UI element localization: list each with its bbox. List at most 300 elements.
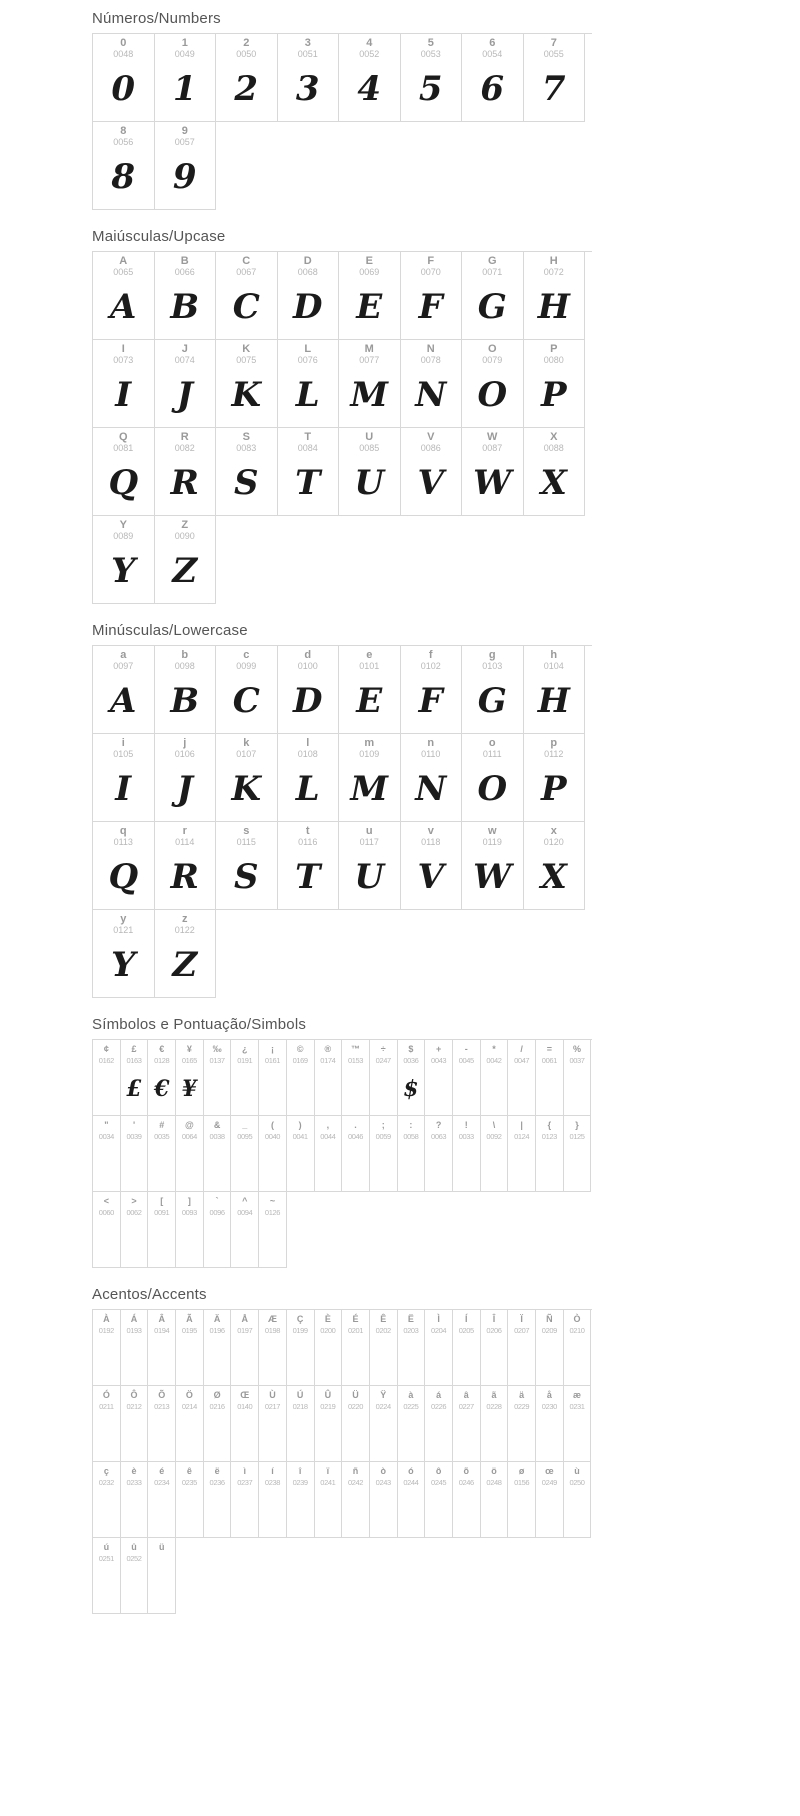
glyph-preview: I <box>115 768 132 809</box>
glyph-cell[interactable] <box>259 1462 287 1538</box>
glyph-cell[interactable] <box>339 822 401 910</box>
glyph-preview: Y <box>111 944 136 985</box>
glyph-cell[interactable] <box>315 1116 343 1192</box>
glyph-cell[interactable] <box>231 1116 259 1192</box>
glyph-code-label: 0108 <box>297 749 318 759</box>
glyph-preview <box>204 1338 231 1385</box>
glyph-cell[interactable] <box>176 1310 204 1386</box>
glyph-cell[interactable] <box>176 1192 204 1268</box>
glyph-cell[interactable] <box>148 1538 176 1614</box>
glyph-cell[interactable] <box>398 1310 426 1386</box>
glyph-char-label: ê <box>186 1466 192 1476</box>
glyph-cell[interactable] <box>370 1310 398 1386</box>
glyph-cell[interactable] <box>453 1116 481 1192</box>
glyph-cell[interactable] <box>564 1310 592 1386</box>
glyph-char-label: Ñ <box>546 1314 553 1324</box>
glyph-cell[interactable] <box>462 646 524 734</box>
glyph-preview <box>342 1144 369 1191</box>
glyph-char-label: ; <box>381 1120 385 1130</box>
glyph-cell[interactable] <box>536 1310 564 1386</box>
glyph-char-label: ô <box>435 1466 442 1476</box>
glyph-cell[interactable] <box>287 1310 315 1386</box>
glyph-preview <box>370 1144 397 1191</box>
glyph-cell[interactable] <box>155 34 217 122</box>
glyph-code-label: 0220 <box>347 1402 364 1411</box>
glyph-preview: O <box>477 374 508 415</box>
glyph-cell[interactable] <box>93 252 155 340</box>
glyph-code-label: 0249 <box>541 1478 557 1487</box>
glyph-cell[interactable] <box>278 34 340 122</box>
glyph-preview <box>121 1338 148 1385</box>
glyph-char-label: 1 <box>181 37 188 49</box>
glyph-cell[interactable] <box>342 1310 370 1386</box>
glyph-cell[interactable] <box>155 428 217 516</box>
glyph-cell[interactable] <box>398 1386 426 1462</box>
glyph-cell[interactable] <box>216 734 278 822</box>
glyph-char-label: N <box>426 343 435 355</box>
glyph-char-label: É <box>352 1314 359 1324</box>
glyph-cell[interactable] <box>155 252 217 340</box>
section-title-numbers: Números/Numbers <box>92 10 221 27</box>
glyph-char-label: T <box>304 431 312 443</box>
glyph-char-label: 8 <box>120 125 127 137</box>
glyph-code-label: 0207 <box>514 1326 530 1335</box>
glyph-char-label: _ <box>242 1120 248 1130</box>
glyph-cell[interactable] <box>462 734 524 822</box>
glyph-cell[interactable] <box>155 822 217 910</box>
glyph-code-label: 0098 <box>174 661 195 671</box>
glyph-char-label: õ <box>463 1466 470 1476</box>
glyph-cell[interactable] <box>481 1040 509 1116</box>
glyph-preview <box>259 1144 286 1191</box>
glyph-cell[interactable] <box>231 1192 259 1268</box>
glyph-cell[interactable] <box>176 1040 204 1116</box>
glyph-cell[interactable] <box>93 1386 121 1462</box>
glyph-cell[interactable] <box>401 646 463 734</box>
glyph-cell[interactable] <box>481 1310 509 1386</box>
glyph-char-label: V <box>427 431 435 443</box>
glyph-cell[interactable] <box>121 1116 149 1192</box>
glyph-cell[interactable] <box>278 734 340 822</box>
glyph-preview: V <box>417 462 444 503</box>
glyph-cell[interactable] <box>287 1040 315 1116</box>
glyph-cell[interactable] <box>93 1116 121 1192</box>
glyph-cell[interactable] <box>216 822 278 910</box>
glyph-preview: P <box>540 374 567 415</box>
glyph-cell[interactable] <box>425 1116 453 1192</box>
glyph-code-label: 0202 <box>375 1326 391 1335</box>
glyph-cell[interactable] <box>524 428 586 516</box>
glyph-code-label: 0052 <box>359 49 380 59</box>
glyph-cell[interactable] <box>231 1310 259 1386</box>
glyph-cell[interactable] <box>564 1040 592 1116</box>
glyph-preview: Q <box>108 462 139 503</box>
glyph-char-label: i <box>121 737 125 749</box>
glyph-cell[interactable] <box>339 646 401 734</box>
glyph-cell[interactable] <box>536 1386 564 1462</box>
glyph-cell[interactable] <box>342 1386 370 1462</box>
glyph-preview: R <box>170 462 199 503</box>
glyph-preview <box>536 1490 563 1537</box>
glyph-cell[interactable] <box>278 428 340 516</box>
glyph-preview <box>508 1144 535 1191</box>
glyph-char-label: Ó <box>102 1390 110 1400</box>
glyph-cell[interactable] <box>481 1116 509 1192</box>
glyph-cell[interactable] <box>453 1040 481 1116</box>
glyph-cell[interactable] <box>148 1386 176 1462</box>
glyph-code-label: 0057 <box>174 137 195 147</box>
glyph-code-label: 0119 <box>482 837 502 847</box>
glyph-code-label: 0217 <box>264 1402 281 1411</box>
glyph-char-label: 0 <box>120 37 127 49</box>
glyph-cell[interactable] <box>453 1310 481 1386</box>
glyph-cell[interactable] <box>121 1192 149 1268</box>
glyph-cell[interactable] <box>278 340 340 428</box>
glyph-preview: 3 <box>295 68 320 109</box>
glyph-cell[interactable] <box>508 1462 536 1538</box>
glyph-preview: D <box>293 286 323 327</box>
glyph-char-label: î <box>298 1466 302 1476</box>
glyph-cell[interactable] <box>93 646 155 734</box>
glyph-char-label: 4 <box>366 37 373 49</box>
glyph-cell[interactable] <box>401 734 463 822</box>
glyph-preview: H <box>537 286 570 327</box>
glyph-cell[interactable] <box>370 1386 398 1462</box>
glyph-cell[interactable] <box>121 1538 149 1614</box>
glyph-code-label: 0083 <box>236 443 257 453</box>
glyph-code-label: 0096 <box>209 1208 225 1217</box>
glyph-cell[interactable] <box>339 428 401 516</box>
glyph-cell[interactable] <box>278 822 340 910</box>
glyph-char-label: £ <box>131 1044 137 1054</box>
glyph-preview: 7 <box>541 68 566 109</box>
glyph-cell[interactable] <box>398 1116 426 1192</box>
glyph-char-label: X <box>550 431 558 443</box>
glyph-cell[interactable] <box>370 1462 398 1538</box>
glyph-char-label: w <box>487 825 497 837</box>
glyph-cell[interactable] <box>342 1462 370 1538</box>
glyph-cell[interactable] <box>216 428 278 516</box>
glyph-char-label: S <box>242 431 250 443</box>
glyph-code-label: 0210 <box>569 1326 585 1335</box>
glyph-code-label: 0237 <box>237 1478 253 1487</box>
glyph-code-label: 0122 <box>174 925 195 935</box>
glyph-char-label: ¡ <box>270 1044 274 1054</box>
section-title-symbols: Símbolos e Pontuação/Simbols <box>92 1016 307 1033</box>
glyph-preview <box>481 1144 508 1191</box>
glyph-code-label: 0156 <box>514 1478 530 1487</box>
glyph-char-label: z <box>182 913 188 925</box>
glyph-code-label: 0107 <box>236 749 257 759</box>
glyph-preview <box>93 1338 120 1385</box>
glyph-cell[interactable] <box>564 1462 592 1538</box>
glyph-cell[interactable] <box>401 822 463 910</box>
glyph-preview <box>121 1220 148 1267</box>
glyph-code-label: 0039 <box>126 1132 142 1141</box>
glyph-cell[interactable] <box>398 1462 426 1538</box>
glyph-cell[interactable] <box>462 34 524 122</box>
glyph-cell[interactable] <box>93 340 155 428</box>
glyph-code-label: 0117 <box>359 837 379 847</box>
glyph-cell[interactable] <box>93 428 155 516</box>
glyph-cell[interactable] <box>401 34 463 122</box>
glyph-char-label: ÷ <box>380 1044 386 1054</box>
glyph-cell[interactable] <box>259 1386 287 1462</box>
glyph-cell[interactable] <box>524 34 586 122</box>
glyph-cell[interactable] <box>204 1040 232 1116</box>
glyph-preview <box>315 1414 342 1461</box>
glyph-char-label: b <box>181 649 189 661</box>
glyph-char-label: ù <box>574 1466 580 1476</box>
glyph-code-label: 0097 <box>113 661 134 671</box>
glyph-cell[interactable] <box>216 34 278 122</box>
glyph-char-label: { <box>547 1120 552 1130</box>
glyph-preview: S <box>233 462 259 503</box>
glyph-cell[interactable] <box>259 1040 287 1116</box>
glyph-cell[interactable] <box>121 1462 149 1538</box>
glyph-cell[interactable] <box>462 340 524 428</box>
glyph-preview <box>564 1338 591 1385</box>
glyph-cell[interactable] <box>231 1386 259 1462</box>
glyph-cell[interactable] <box>204 1386 232 1462</box>
glyph-cell[interactable] <box>216 646 278 734</box>
glyph-char-label: ' <box>132 1120 136 1130</box>
glyph-preview <box>176 1338 203 1385</box>
glyph-cell[interactable] <box>204 1116 232 1192</box>
glyph-cell[interactable] <box>93 822 155 910</box>
glyph-cell[interactable] <box>155 340 217 428</box>
glyph-code-label: 0174 <box>320 1056 336 1065</box>
glyph-cell[interactable] <box>93 34 155 122</box>
glyph-cell[interactable] <box>425 1040 453 1116</box>
glyph-cell[interactable] <box>564 1116 592 1192</box>
glyph-char-label: © <box>296 1044 304 1054</box>
section-lowercase <box>0 622 800 998</box>
glyph-cell[interactable] <box>93 1040 121 1116</box>
glyph-cell[interactable] <box>425 1386 453 1462</box>
glyph-cell[interactable] <box>93 910 155 998</box>
glyph-cell[interactable] <box>342 1116 370 1192</box>
glyph-cell[interactable] <box>148 1192 176 1268</box>
glyph-cell[interactable] <box>524 646 586 734</box>
glyph-preview <box>315 1490 342 1537</box>
glyph-cell[interactable] <box>401 252 463 340</box>
glyph-cell[interactable] <box>204 1462 232 1538</box>
glyph-cell[interactable] <box>564 1386 592 1462</box>
glyph-preview <box>536 1338 563 1385</box>
glyph-cell[interactable] <box>425 1462 453 1538</box>
glyph-char-label: ö <box>491 1466 497 1476</box>
glyph-char-label: \ <box>492 1120 496 1130</box>
glyph-cell[interactable] <box>176 1386 204 1462</box>
glyph-cell[interactable] <box>453 1386 481 1462</box>
glyph-preview: ¥ <box>181 1075 198 1102</box>
glyph-char-label: D <box>303 255 312 267</box>
glyph-cell[interactable] <box>155 646 217 734</box>
glyph-cell[interactable] <box>508 1310 536 1386</box>
glyph-cell[interactable] <box>121 1386 149 1462</box>
glyph-cell[interactable] <box>148 1462 176 1538</box>
glyph-cell[interactable] <box>481 1462 509 1538</box>
glyph-char-label: F <box>427 255 435 267</box>
glyph-char-label: ¢ <box>103 1044 109 1054</box>
glyph-cell[interactable] <box>425 1310 453 1386</box>
glyph-cell[interactable] <box>462 252 524 340</box>
glyph-cell[interactable] <box>536 1462 564 1538</box>
glyph-cell[interactable] <box>278 252 340 340</box>
glyph-char-label: e <box>366 649 373 661</box>
glyph-char-label: ™ <box>351 1044 361 1054</box>
glyph-char-label: j <box>183 737 187 749</box>
glyph-grid-upcase <box>92 251 592 604</box>
glyph-cell[interactable] <box>315 1310 343 1386</box>
glyph-cell[interactable] <box>453 1462 481 1538</box>
glyph-preview: F <box>418 286 443 327</box>
glyph-preview <box>398 1144 425 1191</box>
glyph-cell[interactable] <box>231 1462 259 1538</box>
glyph-cell[interactable] <box>259 1310 287 1386</box>
glyph-cell[interactable] <box>93 734 155 822</box>
glyph-code-label: 0059 <box>375 1132 391 1141</box>
glyph-preview: 1 <box>172 68 197 109</box>
glyph-char-label: I <box>121 343 125 355</box>
glyph-cell[interactable] <box>148 1116 176 1192</box>
glyph-cell[interactable] <box>155 516 217 604</box>
glyph-code-label: 0095 <box>237 1132 253 1141</box>
glyph-char-label: l <box>306 737 310 749</box>
glyph-preview: U <box>354 462 385 503</box>
glyph-cell[interactable] <box>398 1040 426 1116</box>
glyph-cell[interactable] <box>148 1310 176 1386</box>
glyph-cell[interactable] <box>339 34 401 122</box>
glyph-cell[interactable] <box>401 340 463 428</box>
glyph-cell[interactable] <box>508 1386 536 1462</box>
glyph-cell[interactable] <box>93 1192 121 1268</box>
glyph-cell[interactable] <box>524 340 586 428</box>
glyph-cell[interactable] <box>339 340 401 428</box>
glyph-cell[interactable] <box>148 1040 176 1116</box>
glyph-cell[interactable] <box>259 1192 287 1268</box>
glyph-cell[interactable] <box>524 252 586 340</box>
glyph-code-label: 0239 <box>292 1478 308 1487</box>
glyph-char-label: ^ <box>242 1196 248 1206</box>
glyph-char-label: J <box>181 343 188 355</box>
glyph-preview <box>287 1490 314 1537</box>
glyph-cell[interactable] <box>121 1040 149 1116</box>
glyph-code-label: 0069 <box>359 267 380 277</box>
glyph-char-label: Å <box>241 1314 249 1324</box>
glyph-preview <box>148 1220 175 1267</box>
glyph-cell[interactable] <box>93 1310 121 1386</box>
glyph-code-label: 0209 <box>541 1326 557 1335</box>
glyph-char-label: € <box>159 1044 165 1054</box>
glyph-code-label: 0087 <box>482 443 503 453</box>
glyph-preview: A <box>110 286 137 327</box>
glyph-code-label: 0251 <box>98 1554 114 1563</box>
glyph-cell[interactable] <box>536 1040 564 1116</box>
glyph-char-label: = <box>546 1044 552 1054</box>
glyph-preview: C <box>232 680 260 721</box>
glyph-cell[interactable] <box>481 1386 509 1462</box>
glyph-code-label: 0066 <box>174 267 195 277</box>
glyph-preview <box>564 1144 591 1191</box>
glyph-cell[interactable] <box>508 1116 536 1192</box>
glyph-preview <box>259 1490 286 1537</box>
glyph-code-label: 0238 <box>264 1478 281 1487</box>
section-symbols <box>0 1016 800 1268</box>
glyph-preview <box>315 1144 342 1191</box>
glyph-char-label: ¿ <box>242 1044 248 1054</box>
glyph-cell[interactable] <box>370 1116 398 1192</box>
glyph-preview: Y <box>111 550 136 591</box>
glyph-cell[interactable] <box>524 734 586 822</box>
glyph-cell[interactable] <box>401 428 463 516</box>
glyph-cell[interactable] <box>93 1538 121 1614</box>
glyph-cell[interactable] <box>204 1310 232 1386</box>
glyph-code-label: 0075 <box>236 355 257 365</box>
glyph-cell[interactable] <box>524 822 586 910</box>
glyph-preview <box>508 1338 535 1385</box>
glyph-cell[interactable] <box>155 734 217 822</box>
glyph-cell[interactable] <box>342 1040 370 1116</box>
glyph-cell[interactable] <box>508 1040 536 1116</box>
glyph-cell[interactable] <box>216 252 278 340</box>
glyph-cell[interactable] <box>315 1040 343 1116</box>
glyph-char-label: A <box>119 255 128 267</box>
glyph-code-label: 0198 <box>264 1326 281 1335</box>
glyph-cell[interactable] <box>339 252 401 340</box>
glyph-preview: M <box>350 374 389 415</box>
glyph-char-label: Ë <box>407 1314 414 1324</box>
glyph-cell[interactable] <box>93 1462 121 1538</box>
glyph-cell[interactable] <box>536 1116 564 1192</box>
glyph-cell[interactable] <box>287 1462 315 1538</box>
glyph-code-label: 0162 <box>98 1056 114 1065</box>
glyph-cell[interactable] <box>204 1192 232 1268</box>
glyph-cell[interactable] <box>176 1116 204 1192</box>
glyph-preview: D <box>293 680 323 721</box>
glyph-char-label: G <box>487 255 497 267</box>
glyph-cell[interactable] <box>93 516 155 604</box>
glyph-preview <box>148 1555 175 1613</box>
glyph-cell[interactable] <box>259 1116 287 1192</box>
glyph-cell[interactable] <box>315 1386 343 1462</box>
glyph-cell[interactable] <box>155 122 217 210</box>
glyph-cell[interactable] <box>339 734 401 822</box>
glyph-preview <box>204 1144 231 1191</box>
glyph-cell[interactable] <box>287 1116 315 1192</box>
glyph-preview <box>398 1338 425 1385</box>
glyph-code-label: 0128 <box>154 1056 170 1065</box>
glyph-cell[interactable] <box>370 1040 398 1116</box>
glyph-cell[interactable] <box>462 822 524 910</box>
glyph-cell[interactable] <box>231 1040 259 1116</box>
glyph-char-label: $ <box>408 1044 414 1054</box>
glyph-cell[interactable] <box>93 122 155 210</box>
glyph-preview: G <box>477 286 507 327</box>
glyph-code-label: 0044 <box>320 1132 336 1141</box>
glyph-cell[interactable] <box>176 1462 204 1538</box>
glyph-cell[interactable] <box>462 428 524 516</box>
glyph-cell[interactable] <box>278 646 340 734</box>
glyph-cell[interactable] <box>216 340 278 428</box>
glyph-cell[interactable] <box>155 910 217 998</box>
glyph-cell[interactable] <box>287 1386 315 1462</box>
glyph-cell[interactable] <box>121 1310 149 1386</box>
glyph-code-label: 0085 <box>359 443 380 453</box>
glyph-char-label: P <box>550 343 558 355</box>
glyph-cell[interactable] <box>315 1462 343 1538</box>
